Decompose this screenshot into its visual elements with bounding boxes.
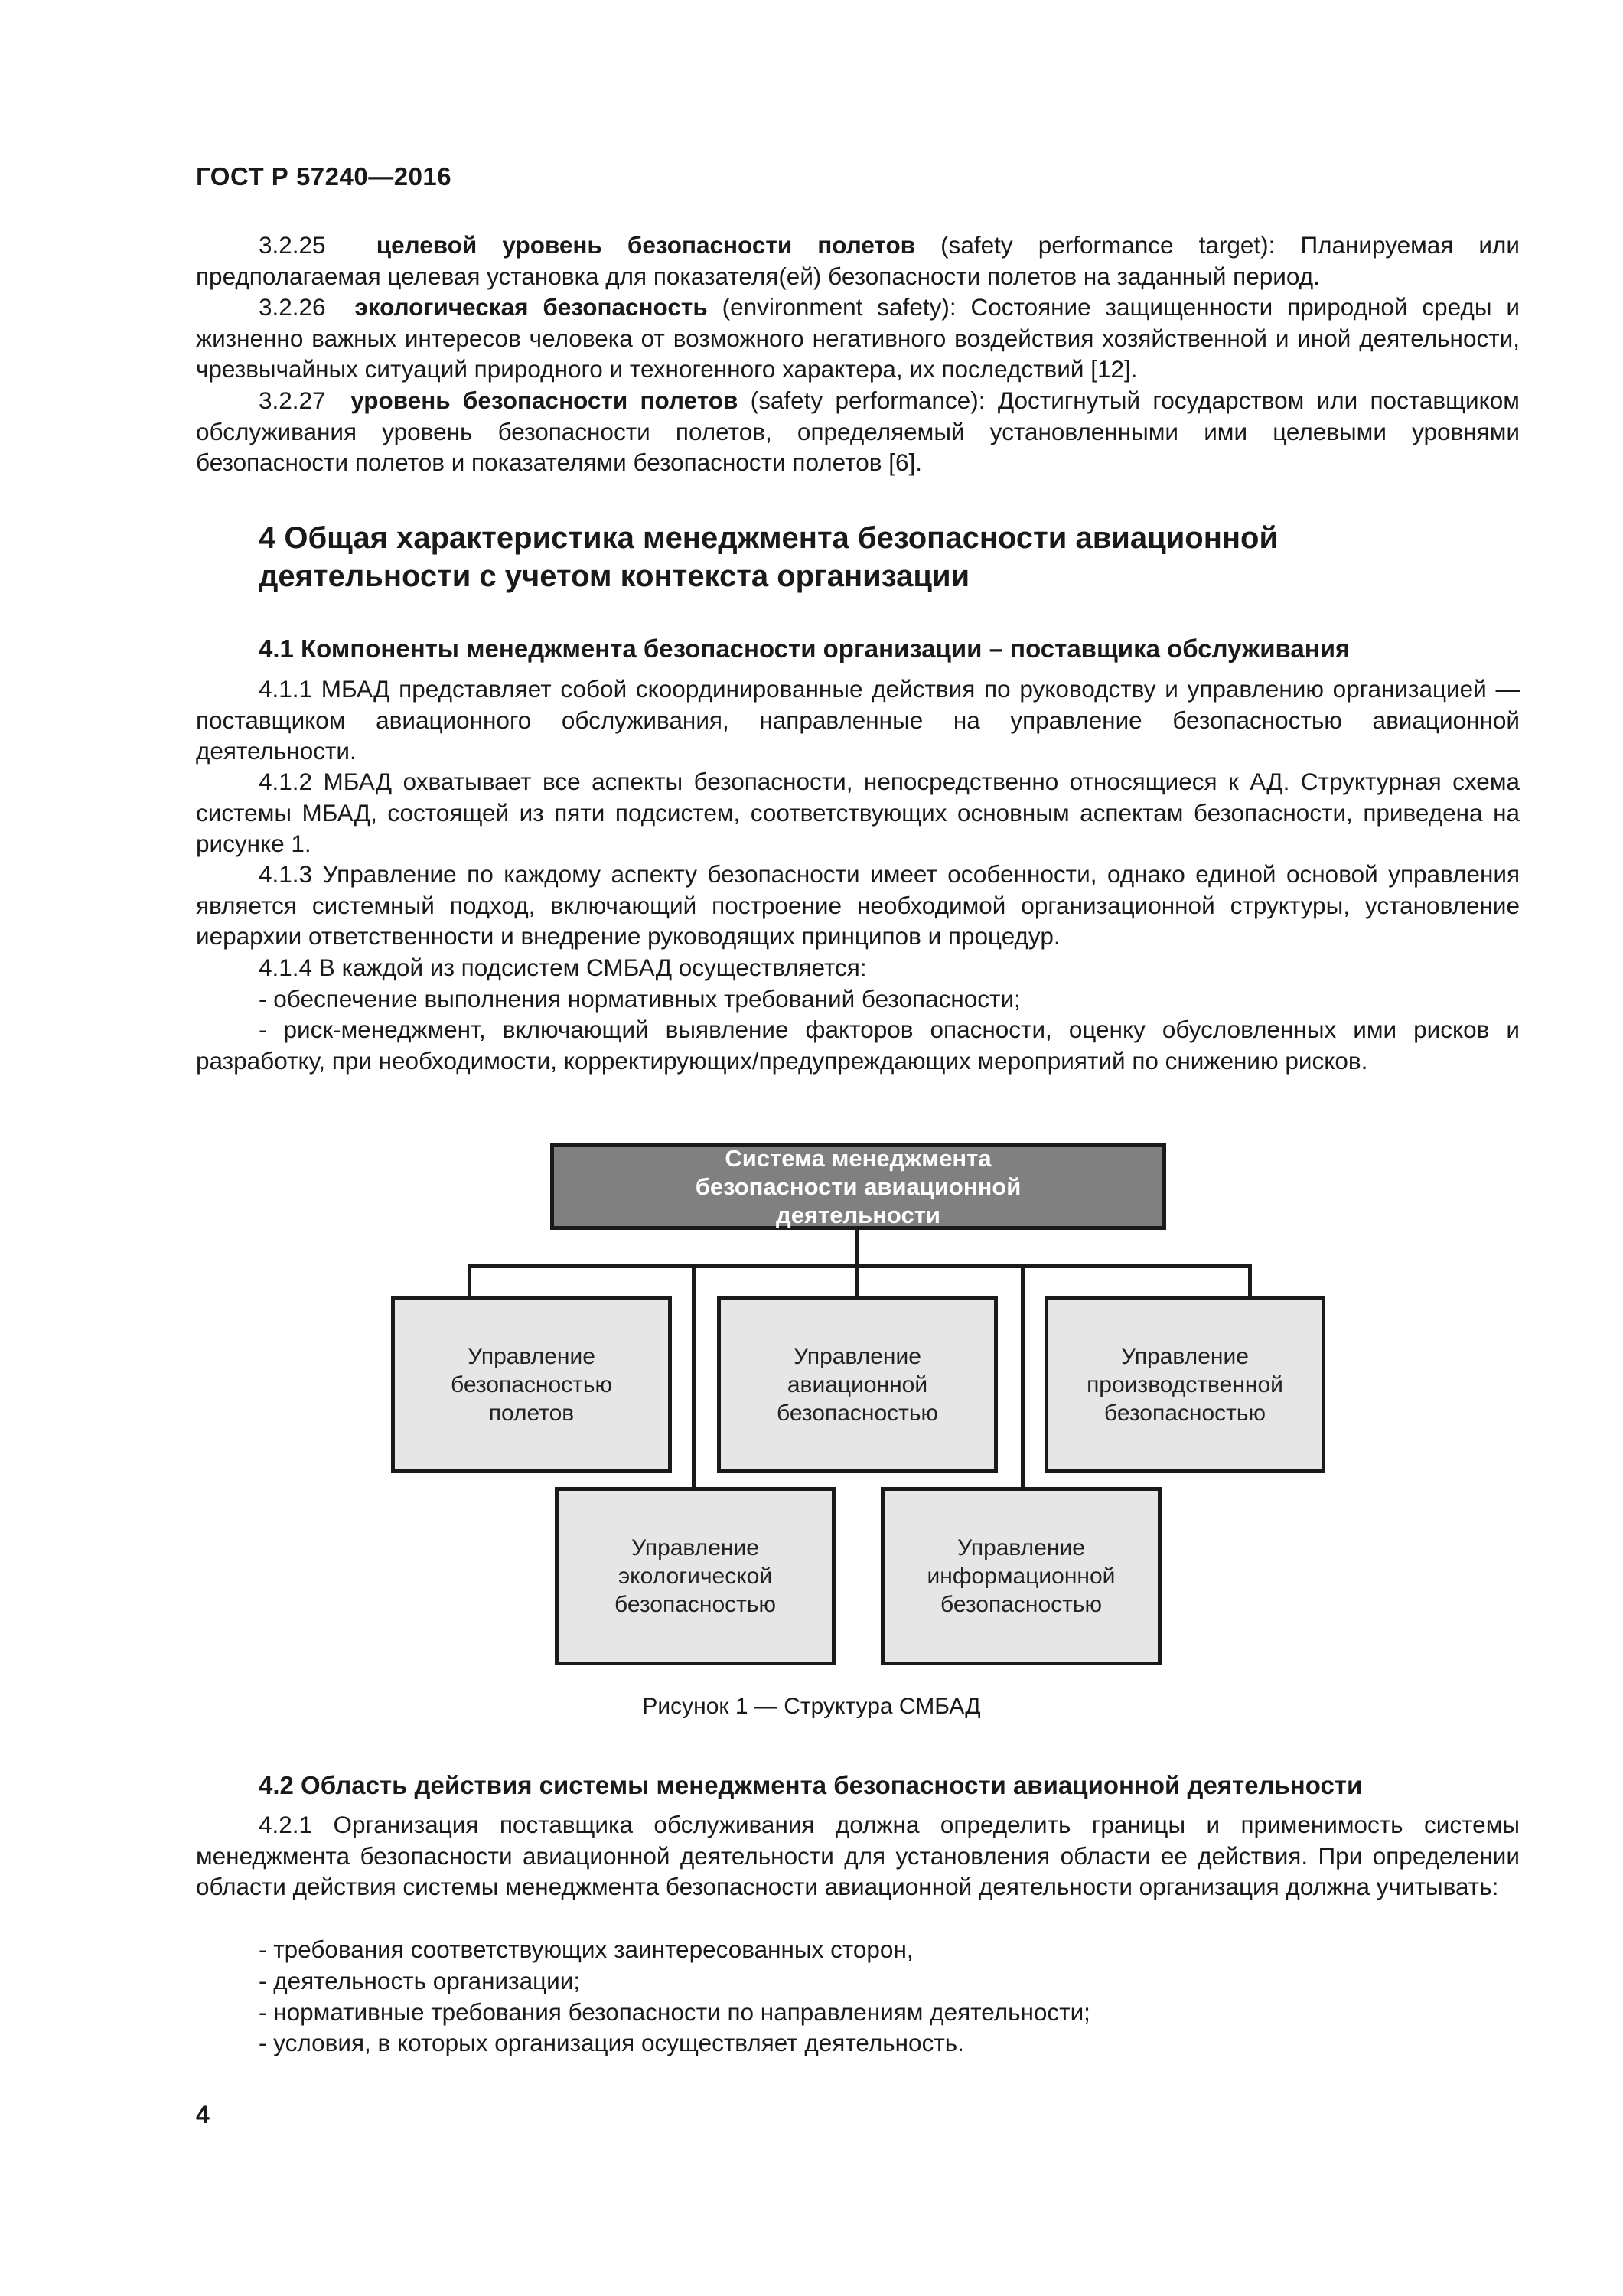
connector-node-1 (468, 1264, 471, 1296)
figure-1-caption: Рисунок 1 — Структура СМБАД (642, 1694, 981, 1719)
diagram-node-industrial-safety: Управление производственной безопасностью (1045, 1296, 1325, 1473)
diagram-node-flight-safety: Управление безопасностью полетов (391, 1296, 672, 1473)
definition-text: Достигнутый государством или поставщиком обслуживания уровень безопасности полетов, определяемый установленными ими целевыми уровнями безопасности полетов и показателями безопасности полетов [6]. (196, 386, 1520, 476)
diagram-node-aviation-security: Управление авиационной безопасностью (717, 1296, 998, 1473)
connector-node-2 (855, 1264, 859, 1296)
subsection-4-2-heading: 4.2 Область действия системы менеджмента безопасности авиационной деятельности (259, 1771, 1363, 1799)
definition-3-2-27 (196, 385, 1520, 478)
definition-term: целевой уровень безопасности полетов (376, 231, 916, 259)
section-4-heading (259, 519, 1559, 595)
subsection-4-1-heading: 4.1 Компоненты менеджмента безопасности организации – поставщика обслуживания (259, 634, 1351, 663)
diagram-root-node: Система менеджмента безопасности авиационной деятельности (550, 1143, 1166, 1230)
bullet-regulatory-requirements: - нормативные требования безопасности по направлениям деятельности; (259, 1998, 1090, 2026)
bullet-operating-conditions: - условия, в которых организация осуществляет деятельность. (259, 2029, 964, 2056)
paragraph-4-2-1: 4.2.1 Организация поставщика обслуживания должна определить границы и применимость системы менеджмента безопасности авиационной деятельности для установления области ее действия. При определении области действия системы менеджмента безопасности авиационной деятельности организация должна учитывать: (196, 1811, 1520, 1900)
page-number: 4 (196, 2101, 210, 2128)
paragraph-4-1-1: 4.1.1 МБАД представляет собой скоординированные действия по руководству и управлению организацией — поставщиком авиационного обслуживания, направленные на управление безопасностью авиационной деятельности. (196, 675, 1520, 765)
paragraph-4-1-2: 4.1.2 МБАД охватывает все аспекты безопасности, непосредственно относящиеся к АД. Структурная схема системы МБАД, состоящей из пяти подсистем, соответствующих основным аспектам безопасности, приведена на рисунке 1. (196, 768, 1520, 857)
definition-number: 3.2.25 (259, 231, 326, 259)
connector-node-4 (692, 1264, 696, 1488)
bullet-organization-activity: - деятельность организации; (259, 1967, 581, 1994)
connector-root-down (855, 1229, 859, 1267)
definition-text: Состояние защищенности природной среды и жизненно важных интересов человека от возможного негативного воздействия хозяйственной и иной деятельности, чрезвычайных ситуаций природного и техногенного характера, их последствий [12]. (196, 293, 1520, 383)
definition-text: Планируемая или предполагаемая целевая установка для показателя(ей) безопасности полетов на заданный период. (196, 231, 1520, 290)
definition-term: уровень безопасности полетов (350, 386, 738, 414)
definition-number: 3.2.27 (259, 386, 326, 414)
paragraph-4-1-3: 4.1.3 Управление по каждому аспекту безопасности имеет особенности, однако единой основой управления является системный подход, включающий построение необходимой организационной структуры, установление иерархии ответственности и внедрение руководящих принципов и процедур. (196, 860, 1520, 950)
bullet-requirements: - обеспечение выполнения нормативных требований безопасности; (259, 985, 1021, 1013)
connector-node-5 (1021, 1264, 1025, 1488)
connector-node-3 (1248, 1264, 1252, 1296)
bullet-stakeholder-requirements: - требования соответствующих заинтересованных сторон, (259, 1936, 914, 1963)
paragraph-4-1-4: 4.1.4 В каждой из подсистем СМБАД осуществляется: (259, 954, 867, 981)
diagram-node-environmental-safety: Управление экологической безопасностью (555, 1487, 836, 1665)
section-4-heading-line2: деятельности с учетом контекста организации (259, 559, 970, 593)
definition-3-2-25 (196, 230, 1520, 292)
definition-number: 3.2.26 (259, 293, 326, 321)
definition-term: экологическая безопасность (354, 293, 708, 321)
definition-english: (safety performance): (750, 386, 986, 414)
definition-3-2-26 (196, 292, 1520, 385)
section-4-heading-line1: 4 Общая характеристика менеджмента безопасности авиационной (259, 521, 1279, 555)
definition-english: (safety performance target): (940, 231, 1276, 259)
definition-english: (environment safety): (722, 293, 957, 321)
document-id-header: ГОСТ Р 57240—2016 (196, 162, 452, 191)
connector-bus (468, 1264, 1252, 1268)
diagram-node-information-security: Управление информационной безопасностью (881, 1487, 1162, 1665)
bullet-risk-management: - риск-менеджмент, включающий выявление факторов опасности, оценку обусловленных ими рисков и разработку, при необходимости, корректирующих/предупреждающих мероприятий по снижению рисков. (196, 1016, 1520, 1075)
